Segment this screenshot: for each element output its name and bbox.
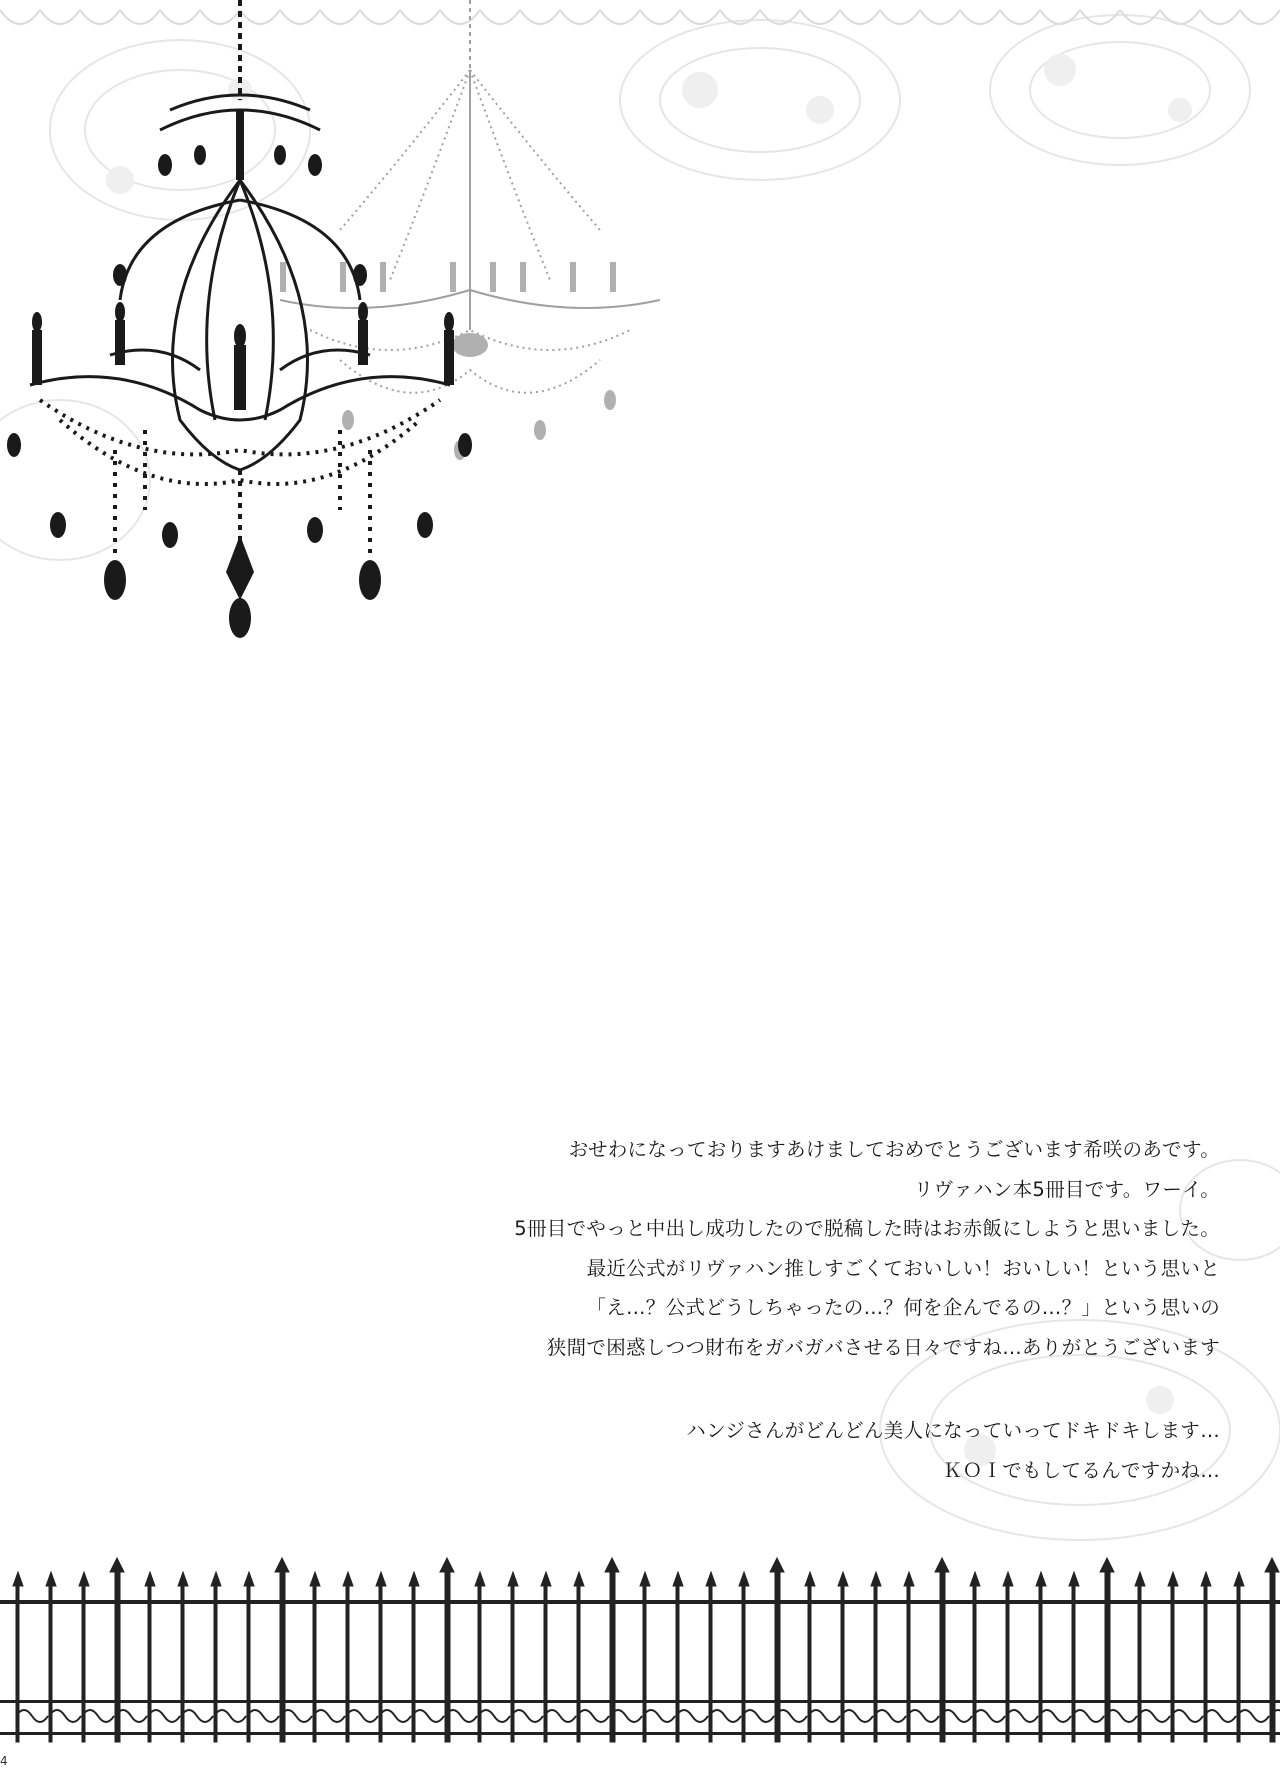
- fence-scroll: [1039, 1710, 1071, 1722]
- fence-scroll: [544, 1710, 576, 1722]
- iron-fence-icon: [0, 1550, 1280, 1772]
- lace-scallop: [1040, 10, 1080, 24]
- fence-bar: [346, 1582, 349, 1742]
- fence-spear: [244, 1572, 254, 1586]
- lace-scallop: [960, 10, 1000, 24]
- lace-scallop: [880, 10, 920, 24]
- fence-spear: [970, 1572, 980, 1586]
- afterword-line: ＫＯＩでもしてるんですかね…: [942, 1458, 1220, 1482]
- fence-scroll: [511, 1710, 543, 1722]
- afterword-line: 最近公式がリヴァハン推しすごくておいしい！おいしい！という思いと: [586, 1256, 1220, 1280]
- fence-spear: [211, 1572, 221, 1586]
- lace-scallop: [1200, 10, 1240, 24]
- fence-bar: [742, 1582, 745, 1742]
- lace-scallop: [1160, 10, 1200, 24]
- fence-spear: [673, 1572, 683, 1586]
- fence-spear: [935, 1558, 949, 1572]
- lace-scallop: [800, 10, 840, 24]
- fence-bar: [511, 1582, 514, 1742]
- fence-spear: [1201, 1572, 1211, 1586]
- fence-bar: [247, 1582, 250, 1742]
- fence-spear: [178, 1572, 188, 1586]
- fence-bar: [1138, 1582, 1141, 1742]
- lace-scallop: [920, 10, 960, 24]
- afterword-line: おせわになっておりますあけましておめでとうございます希咲のあです。: [568, 1138, 1220, 1161]
- fence-bar: [1006, 1582, 1009, 1742]
- fence-bar: [379, 1582, 382, 1742]
- fence-spear: [1036, 1572, 1046, 1586]
- fence-scroll: [742, 1710, 774, 1722]
- fence-spear: [605, 1558, 619, 1572]
- fence-bar: [148, 1582, 151, 1742]
- fence-bar: [181, 1582, 184, 1742]
- fence-scroll: [148, 1710, 180, 1722]
- fence-spear: [574, 1572, 584, 1586]
- fence-spear: [475, 1572, 485, 1586]
- fence-scroll: [676, 1710, 708, 1722]
- fence-scroll: [1237, 1710, 1269, 1722]
- fence-spear: [640, 1572, 650, 1586]
- fence-spear: [706, 1572, 716, 1586]
- fence-spear: [1100, 1558, 1114, 1572]
- fence-spear: [805, 1572, 815, 1586]
- fence-spear: [541, 1572, 551, 1586]
- fence-spear: [770, 1558, 784, 1572]
- fence-spear: [1135, 1572, 1145, 1586]
- fence-bar: [313, 1582, 316, 1742]
- fence-scroll: [907, 1710, 939, 1722]
- fence-scroll: [346, 1710, 378, 1722]
- fence-scroll: [82, 1710, 114, 1722]
- fence-scroll: [973, 1710, 1005, 1722]
- fence-spear: [13, 1572, 23, 1586]
- fence-scroll: [181, 1710, 213, 1722]
- fence-scroll: [1171, 1710, 1203, 1722]
- fence-bar: [82, 1582, 85, 1742]
- fence-bar: [1171, 1582, 1174, 1742]
- fence-spear: [1003, 1572, 1013, 1586]
- fence-bar: [1237, 1582, 1240, 1742]
- fence-bar: [1204, 1582, 1207, 1742]
- fence-spear: [871, 1572, 881, 1586]
- fence-spear: [275, 1558, 289, 1572]
- fence-scroll: [577, 1710, 609, 1722]
- fence-spear: [904, 1572, 914, 1586]
- lace-scallop: [760, 10, 800, 24]
- fence-spear: [1265, 1558, 1279, 1572]
- fence-bar: [544, 1582, 547, 1742]
- fence-scroll: [808, 1710, 840, 1722]
- fence-scroll: [379, 1710, 411, 1722]
- fence-scroll: [16, 1710, 48, 1722]
- fence-scroll: [412, 1710, 444, 1722]
- fence-scroll: [709, 1710, 741, 1722]
- fence-scroll: [1204, 1710, 1236, 1722]
- afterword-line: 狭間で困惑しつつ財布をガバガバさせる日々ですね…ありがとうございます: [546, 1335, 1220, 1359]
- afterword-gap: [320, 1367, 1220, 1411]
- fence-spear: [1234, 1572, 1244, 1586]
- fence-spear: [1069, 1572, 1079, 1586]
- page-number: 4: [0, 1754, 8, 1768]
- lace-scallop: [1240, 10, 1280, 24]
- fence-scroll: [49, 1710, 81, 1722]
- fence-scroll: [874, 1710, 906, 1722]
- fence-bar: [1039, 1582, 1042, 1742]
- fence-bar: [214, 1582, 217, 1742]
- fence-bar: [841, 1582, 844, 1742]
- afterword-line: ハンジさんがどんどん美人になっていってドキドキします…: [686, 1419, 1220, 1442]
- afterword-line: リヴァハン本5冊目です。ワーイ。: [913, 1177, 1220, 1201]
- fence-spear: [110, 1558, 124, 1572]
- fence-scroll: [313, 1710, 345, 1722]
- fence-bar: [907, 1582, 910, 1742]
- fence-scroll: [1006, 1710, 1038, 1722]
- afterword-line: 5冊目でやっと中出し成功したので脱稿した時はお赤飯にしようと思いました。: [514, 1217, 1220, 1240]
- fence-spear: [145, 1572, 155, 1586]
- lace-scallop: [1000, 10, 1040, 24]
- fence-bar: [808, 1582, 811, 1742]
- lace-scallop: [720, 10, 760, 24]
- fence-spear: [79, 1572, 89, 1586]
- lace-scallop: [840, 10, 880, 24]
- fence-scroll: [247, 1710, 279, 1722]
- fence-spear: [46, 1572, 56, 1586]
- fence-bar: [1072, 1582, 1075, 1742]
- lace-scallop: [1080, 10, 1120, 24]
- chandelier-icon: [0, 0, 480, 660]
- lace-scallop: [680, 10, 720, 24]
- fence-scroll: [643, 1710, 675, 1722]
- fence-bar: [643, 1582, 646, 1742]
- fence-spear: [310, 1572, 320, 1586]
- fence-spear: [838, 1572, 848, 1586]
- fence-scroll: [841, 1710, 873, 1722]
- fence-spear: [376, 1572, 386, 1586]
- fence-scroll: [1072, 1710, 1104, 1722]
- fence-bar: [973, 1582, 976, 1742]
- fence-scroll: [1138, 1710, 1170, 1722]
- lace-scallop: [1120, 10, 1160, 24]
- fence-spear: [343, 1572, 353, 1586]
- afterword: [320, 1130, 1220, 1490]
- fence-scroll: [478, 1710, 510, 1722]
- fence-bar: [16, 1582, 19, 1742]
- fence-bar: [676, 1582, 679, 1742]
- afterword-line: 「え…？公式どうしちゃったの…？何を企んでるの…？」という思いの: [586, 1296, 1220, 1319]
- fence-scroll: [214, 1710, 246, 1722]
- fence-spear: [409, 1572, 419, 1586]
- fence-bar: [49, 1582, 52, 1742]
- fence-bar: [478, 1582, 481, 1742]
- fence-bar: [874, 1582, 877, 1742]
- fence-spear: [739, 1572, 749, 1586]
- fence-bar: [412, 1582, 415, 1742]
- fence-bar: [709, 1582, 712, 1742]
- fence-bar: [577, 1582, 580, 1742]
- fence-spear: [1168, 1572, 1178, 1586]
- fence-spear: [508, 1572, 518, 1586]
- fence-spear: [440, 1558, 454, 1572]
